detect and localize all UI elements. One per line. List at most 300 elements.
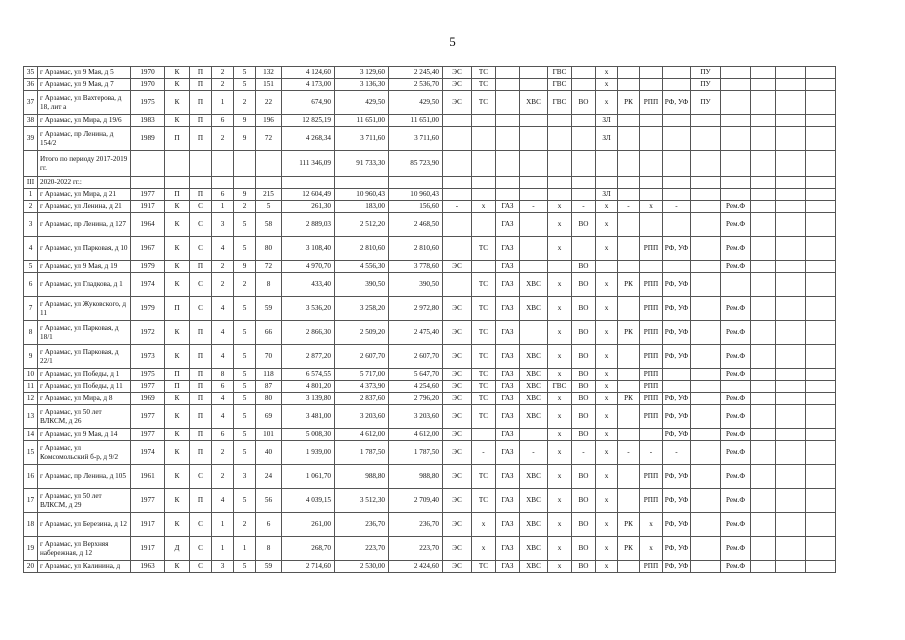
address-cell: г Арзамас, ул 9 Мая, д 5 (38, 67, 131, 79)
extra-1-cell (751, 381, 776, 393)
roof-repair-cell: х (596, 321, 618, 345)
area-premises-cell: 2 512,20 (335, 213, 389, 237)
electricity-cell (443, 189, 472, 201)
area-premises-cell: 183,00 (335, 201, 389, 213)
roof-type-cell: П (190, 261, 212, 273)
wall-material-cell: К (165, 393, 190, 405)
buildings-register-table (23, 66, 836, 573)
table-row (24, 91, 836, 115)
address-cell: г Арзамас, ул Парковая, д 18/1 (38, 321, 131, 345)
apartments-cell: 87 (256, 381, 282, 393)
heat-supply-cell: х (472, 537, 496, 561)
extra-3-cell (806, 297, 836, 321)
extra-2-cell (776, 91, 806, 115)
electricity-cell (443, 273, 472, 297)
hot-water-cell: х (548, 561, 572, 573)
metering-cell (691, 273, 721, 297)
row-number-cell: 4 (24, 237, 38, 261)
floors-cell: 5 (234, 321, 256, 345)
extra-3-cell (806, 91, 836, 115)
row-number-cell: 17 (24, 489, 38, 513)
table-row (24, 115, 836, 127)
cold-water-cell (520, 321, 548, 345)
drainage-cell (572, 237, 596, 261)
floors-cell: 5 (234, 489, 256, 513)
basement-repair-cell (618, 345, 640, 369)
insulation-cell: РФ, УФ (663, 405, 691, 429)
insulation-cell: РФ, УФ (663, 489, 691, 513)
year-built-cell: 1964 (131, 213, 165, 237)
apartments-cell: 66 (256, 321, 282, 345)
entrances-cell: 4 (212, 237, 234, 261)
facade-repair-cell: РПП (640, 91, 663, 115)
heat-supply-cell: ТС (472, 273, 496, 297)
roof-repair-cell: х (596, 537, 618, 561)
apartments-cell: 22 (256, 91, 282, 115)
heat-supply-cell: ТС (472, 345, 496, 369)
row-number-cell: 15 (24, 441, 38, 465)
electricity-cell: ЭС (443, 79, 472, 91)
total-area-cell: 1 061,70 (282, 465, 335, 489)
floors-cell: 2 (234, 513, 256, 537)
drainage-cell: ВО (572, 465, 596, 489)
hot-water-cell: ГВС (548, 91, 572, 115)
facade-repair-cell: РПП (640, 273, 663, 297)
entrances-cell: 2 (212, 127, 234, 151)
total-area-cell: 3 139,80 (282, 393, 335, 405)
total-area-cell: 5 008,30 (282, 429, 335, 441)
cold-water-cell (520, 189, 548, 201)
metering-cell (691, 189, 721, 201)
table-row (24, 345, 836, 369)
address-cell: г Арзамас, ул Парковая, д 10 (38, 237, 131, 261)
year-built-cell: 1977 (131, 189, 165, 201)
row-number-cell: 36 (24, 79, 38, 91)
extra-1-cell (751, 393, 776, 405)
metering-cell (691, 465, 721, 489)
area-premises-cell: 4 612,00 (335, 429, 389, 441)
row-number-cell: 11 (24, 381, 38, 393)
metering-cell (691, 561, 721, 573)
row-number-cell: 38 (24, 115, 38, 127)
area-premises-cell: 988,80 (335, 465, 389, 489)
extra-3-cell (806, 405, 836, 429)
extra-1-cell (751, 213, 776, 237)
row-number-cell: 10 (24, 369, 38, 381)
address-cell: г Арзамас, ул Ленина, д 21 (38, 201, 131, 213)
apartments-cell: 58 (256, 213, 282, 237)
wall-material-cell: П (165, 369, 190, 381)
year-built-cell: 1969 (131, 393, 165, 405)
roof-repair-cell: х (596, 345, 618, 369)
heat-supply-cell: ТС (472, 393, 496, 405)
facade-repair-cell: РПП (640, 465, 663, 489)
area-residential-cell: 223,70 (389, 537, 443, 561)
hot-water-cell: х (548, 537, 572, 561)
facade-repair-cell (640, 79, 663, 91)
extra-1-cell (751, 489, 776, 513)
electricity-cell (443, 237, 472, 261)
gas-cell: ГАЗ (496, 381, 520, 393)
drainage-cell: ВО (572, 321, 596, 345)
row-number-cell: 16 (24, 465, 38, 489)
entrances-cell: 6 (212, 381, 234, 393)
drainage-cell (572, 189, 596, 201)
cold-water-cell: ХВС (520, 537, 548, 561)
table-row (24, 441, 836, 465)
row-number-cell: 8 (24, 321, 38, 345)
metering-cell (691, 261, 721, 273)
roof-repair-cell: х (596, 213, 618, 237)
address-cell: г Арзамас, ул Гладкова, д 1 (38, 273, 131, 297)
heat-supply-cell: - (472, 441, 496, 465)
extra-1-cell (751, 405, 776, 429)
wall-material-cell: К (165, 273, 190, 297)
floors-cell: 5 (234, 345, 256, 369)
gas-cell: ГАЗ (496, 441, 520, 465)
year-built-cell: 1975 (131, 91, 165, 115)
electricity-cell: ЭС (443, 369, 472, 381)
entrances-cell: 6 (212, 115, 234, 127)
roof-type-cell: П (190, 127, 212, 151)
row-number-cell: 20 (24, 561, 38, 573)
apartments-cell: 59 (256, 561, 282, 573)
facade-repair-cell: РПП (640, 381, 663, 393)
area-premises-cell: 2 607,70 (335, 345, 389, 369)
address-cell: г Арзамас, ул Победы, д 11 (38, 381, 131, 393)
basement-repair-cell (618, 489, 640, 513)
roof-type-cell: П (190, 429, 212, 441)
hot-water-cell (548, 127, 572, 151)
gas-cell: ГАЗ (496, 273, 520, 297)
electricity-cell: ЭС (443, 405, 472, 429)
row-number-cell: 5 (24, 261, 38, 273)
entrances-cell: 2 (212, 441, 234, 465)
total-area-cell: 3 108,40 (282, 237, 335, 261)
heat-supply-cell: ТС (472, 297, 496, 321)
hot-water-cell: х (548, 213, 572, 237)
extra-2-cell (776, 297, 806, 321)
extra-3-cell (806, 513, 836, 537)
wall-material-cell: К (165, 201, 190, 213)
extra-1-cell (751, 369, 776, 381)
section-number: III (24, 177, 38, 189)
drainage-cell: ВО (572, 273, 596, 297)
apartments-cell: 101 (256, 429, 282, 441)
wall-material-cell: К (165, 237, 190, 261)
roof-type-cell: П (190, 405, 212, 429)
address-cell: г Арзамас, ул 50 лет ВЛКСМ, д 29 (38, 489, 131, 513)
total-label: Итого по периоду 2017-2019 гг. (38, 151, 131, 177)
metering-cell: ПУ (691, 67, 721, 79)
drainage-cell: - (572, 441, 596, 465)
hot-water-cell: х (548, 201, 572, 213)
table-row (24, 67, 836, 79)
facade-repair-cell: РПП (640, 237, 663, 261)
area-residential-cell: 11 651,00 (389, 115, 443, 127)
address-cell: г Арзамас, ул Березина, д 12 (38, 513, 131, 537)
extra-3-cell (806, 489, 836, 513)
basement-repair-cell (618, 261, 640, 273)
entrances-cell: 1 (212, 91, 234, 115)
insulation-cell: РФ, УФ (663, 345, 691, 369)
entrances-cell: 1 (212, 201, 234, 213)
wall-material-cell: К (165, 213, 190, 237)
extra-1-cell (751, 91, 776, 115)
cold-water-cell (520, 237, 548, 261)
electricity-cell: ЭС (443, 465, 472, 489)
address-cell: г Арзамас, пр Ленина, д 105 (38, 465, 131, 489)
heat-supply-cell (472, 213, 496, 237)
heat-supply-cell: ТС (472, 67, 496, 79)
area-premises-cell: 4 373,90 (335, 381, 389, 393)
year-built-cell: 1967 (131, 237, 165, 261)
cold-water-cell: ХВС (520, 381, 548, 393)
entrances-cell: 6 (212, 429, 234, 441)
extra-2-cell (776, 115, 806, 127)
cold-water-cell: ХВС (520, 465, 548, 489)
extra-2-cell (776, 213, 806, 237)
area-residential-cell: 5 647,70 (389, 369, 443, 381)
apartments-cell: 118 (256, 369, 282, 381)
extra-3-cell (806, 441, 836, 465)
facade-repair-cell: РПП (640, 297, 663, 321)
cold-water-cell (520, 67, 548, 79)
gas-cell: ГАЗ (496, 237, 520, 261)
floors-cell: 5 (234, 561, 256, 573)
extra-1-cell (751, 561, 776, 573)
period-total-row (24, 151, 836, 177)
roof-type-cell: П (190, 489, 212, 513)
cold-water-cell: ХВС (520, 273, 548, 297)
floors-cell: 9 (234, 127, 256, 151)
other-cell (721, 67, 751, 79)
other-cell: Рем.Ф (721, 393, 751, 405)
extra-2-cell (776, 369, 806, 381)
drainage-cell: ВО (572, 261, 596, 273)
extra-2-cell (776, 201, 806, 213)
drainage-cell: ВО (572, 297, 596, 321)
wall-material-cell: К (165, 489, 190, 513)
roof-type-cell: П (190, 189, 212, 201)
apartments-cell: 80 (256, 237, 282, 261)
extra-3-cell (806, 273, 836, 297)
area-residential-cell: 3 711,60 (389, 127, 443, 151)
roof-repair-cell: х (596, 405, 618, 429)
electricity-cell: ЭС (443, 561, 472, 573)
wall-material-cell: П (165, 127, 190, 151)
extra-2-cell (776, 127, 806, 151)
gas-cell (496, 189, 520, 201)
roof-type-cell: П (190, 393, 212, 405)
year-built-cell: 1970 (131, 79, 165, 91)
cold-water-cell (520, 127, 548, 151)
basement-repair-cell: РК (618, 513, 640, 537)
year-built-cell: 1917 (131, 537, 165, 561)
cold-water-cell (520, 261, 548, 273)
extra-2-cell (776, 393, 806, 405)
floors-cell: 5 (234, 237, 256, 261)
extra-2-cell (776, 429, 806, 441)
heat-supply-cell: ТС (472, 369, 496, 381)
wall-material-cell: Д (165, 537, 190, 561)
metering-cell (691, 513, 721, 537)
other-cell: Рем.Ф (721, 201, 751, 213)
cold-water-cell (520, 115, 548, 127)
roof-type-cell: П (190, 345, 212, 369)
row-number-cell: 2 (24, 201, 38, 213)
drainage-cell: ВО (572, 489, 596, 513)
table-row (24, 297, 836, 321)
facade-repair-cell (640, 127, 663, 151)
heat-supply-cell: х (472, 513, 496, 537)
insulation-cell (663, 79, 691, 91)
area-premises-cell: 3 129,60 (335, 67, 389, 79)
insulation-cell: РФ, УФ (663, 513, 691, 537)
gas-cell (496, 79, 520, 91)
table-row (24, 405, 836, 429)
roof-type-cell: П (190, 91, 212, 115)
wall-material-cell: К (165, 321, 190, 345)
drainage-cell (572, 127, 596, 151)
insulation-cell (663, 381, 691, 393)
area-residential-cell: 2 536,70 (389, 79, 443, 91)
basement-repair-cell (618, 127, 640, 151)
other-cell: Рем.Ф (721, 345, 751, 369)
other-cell (721, 273, 751, 297)
other-cell (721, 91, 751, 115)
extra-2-cell (776, 345, 806, 369)
entrances-cell: 2 (212, 273, 234, 297)
extra-1-cell (751, 127, 776, 151)
cold-water-cell: ХВС (520, 405, 548, 429)
total-area-cell: 4 173,00 (282, 79, 335, 91)
roof-repair-cell: х (596, 237, 618, 261)
extra-3-cell (806, 237, 836, 261)
basement-repair-cell (618, 79, 640, 91)
apartments-cell: 69 (256, 405, 282, 429)
insulation-cell (663, 213, 691, 237)
metering-cell (691, 321, 721, 345)
apartments-cell: 59 (256, 297, 282, 321)
other-cell: Рем.Ф (721, 537, 751, 561)
heat-supply-cell: ТС (472, 91, 496, 115)
electricity-cell: ЭС (443, 429, 472, 441)
roof-repair-cell: х (596, 429, 618, 441)
total-area-cell: 2 889,03 (282, 213, 335, 237)
year-built-cell: 1974 (131, 273, 165, 297)
roof-type-cell: С (190, 561, 212, 573)
roof-type-cell: С (190, 297, 212, 321)
row-number-cell: 35 (24, 67, 38, 79)
extra-3-cell (806, 321, 836, 345)
insulation-cell (663, 261, 691, 273)
extra-1-cell (751, 261, 776, 273)
other-cell: Рем.Ф (721, 441, 751, 465)
year-built-cell: 1977 (131, 381, 165, 393)
extra-3-cell (806, 369, 836, 381)
roof-repair-cell: х (596, 465, 618, 489)
extra-1-cell (751, 79, 776, 91)
entrances-cell: 1 (212, 537, 234, 561)
drainage-cell: - (572, 201, 596, 213)
extra-2-cell (776, 381, 806, 393)
extra-3-cell (806, 345, 836, 369)
extra-1-cell (751, 67, 776, 79)
hot-water-cell: х (548, 393, 572, 405)
area-premises-cell: 3 512,30 (335, 489, 389, 513)
roof-type-cell: П (190, 67, 212, 79)
address-cell: г Арзамас, ул Мира, д 19/6 (38, 115, 131, 127)
hot-water-cell (548, 189, 572, 201)
heat-supply-cell: ТС (472, 79, 496, 91)
entrances-cell: 3 (212, 561, 234, 573)
heat-supply-cell (472, 127, 496, 151)
basement-repair-cell (618, 213, 640, 237)
extra-2-cell (776, 537, 806, 561)
roof-type-cell: С (190, 213, 212, 237)
facade-repair-cell (640, 261, 663, 273)
total-area-premises: 91 733,30 (335, 151, 389, 177)
roof-repair-cell: х (596, 489, 618, 513)
floors-cell: 5 (234, 213, 256, 237)
electricity-cell: ЭС (443, 513, 472, 537)
extra-2-cell (776, 261, 806, 273)
apartments-cell: 8 (256, 537, 282, 561)
extra-2-cell (776, 513, 806, 537)
area-premises-cell: 4 556,30 (335, 261, 389, 273)
metering-cell (691, 237, 721, 261)
heat-supply-cell: ТС (472, 405, 496, 429)
extra-3-cell (806, 429, 836, 441)
apartments-cell: 80 (256, 393, 282, 405)
roof-type-cell: П (190, 381, 212, 393)
entrances-cell: 2 (212, 67, 234, 79)
roof-type-cell: П (190, 441, 212, 465)
area-premises-cell: 5 717,00 (335, 369, 389, 381)
entrances-cell: 4 (212, 321, 234, 345)
extra-1-cell (751, 441, 776, 465)
heat-supply-cell: ТС (472, 381, 496, 393)
total-area-cell: 433,40 (282, 273, 335, 297)
metering-cell (691, 297, 721, 321)
insulation-cell (663, 369, 691, 381)
apartments-cell: 40 (256, 441, 282, 465)
extra-3-cell (806, 465, 836, 489)
electricity-cell: ЭС (443, 381, 472, 393)
floors-cell: 5 (234, 297, 256, 321)
heat-supply-cell: ТС (472, 489, 496, 513)
extra-2-cell (776, 561, 806, 573)
gas-cell: ГАЗ (496, 201, 520, 213)
basement-repair-cell: - (618, 201, 640, 213)
other-cell: Рем.Ф (721, 405, 751, 429)
total-area-cell: 4 268,34 (282, 127, 335, 151)
area-residential-cell: 2 810,60 (389, 237, 443, 261)
gas-cell: ГАЗ (496, 489, 520, 513)
address-cell: г Арзамас, ул Мира, д 21 (38, 189, 131, 201)
table-row (24, 537, 836, 561)
extra-2-cell (776, 489, 806, 513)
row-number-cell: 12 (24, 393, 38, 405)
hot-water-cell: х (548, 405, 572, 429)
entrances-cell: 4 (212, 489, 234, 513)
apartments-cell: 56 (256, 489, 282, 513)
drainage-cell: ВО (572, 91, 596, 115)
drainage-cell: ВО (572, 345, 596, 369)
metering-cell (691, 381, 721, 393)
apartments-cell: 151 (256, 79, 282, 91)
